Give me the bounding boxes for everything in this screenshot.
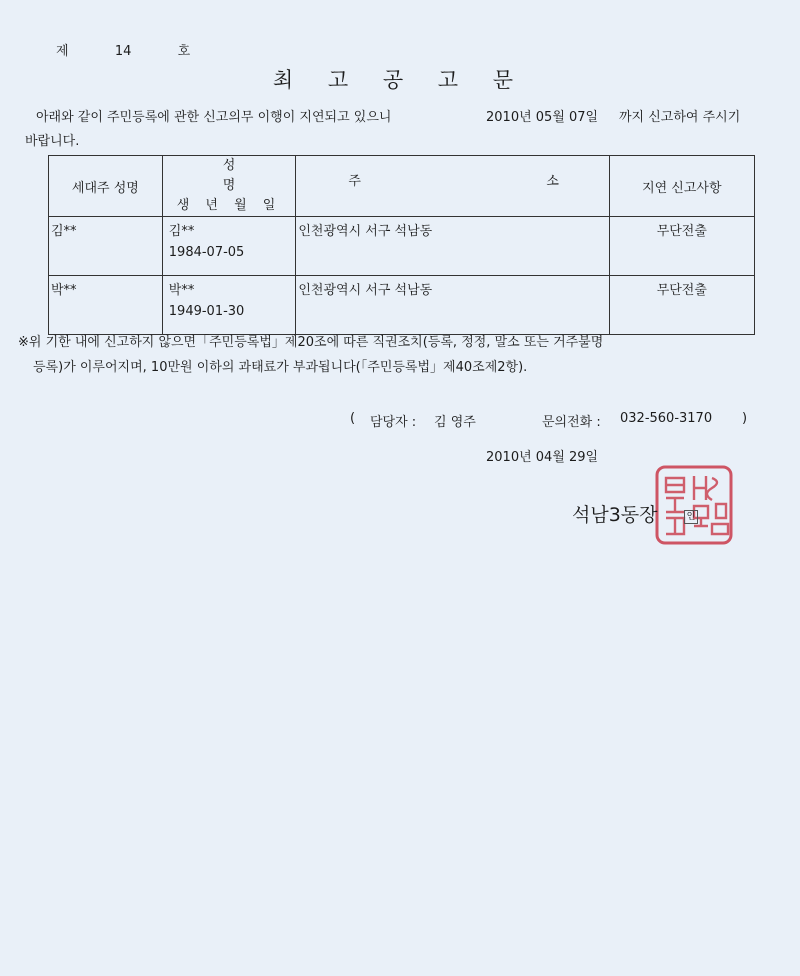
intro-line1: 아래와 같이 주민등록에 관한 신고의무 이행이 지연되고 있으니 xyxy=(36,110,392,125)
intro-line2: 바랍니다. xyxy=(25,134,80,149)
doc-number-suffix: 호 xyxy=(177,44,191,59)
header-name-birth xyxy=(162,156,296,217)
residents-table xyxy=(48,155,755,335)
notice-line2: 등록)가 이루어지며, 10만원 이하의 과태료가 부과됩니다(「주민등록법」제40조제2항). xyxy=(33,360,528,375)
contact-name: 김 영주 xyxy=(434,415,476,430)
contact-phone-label: 문의전화 : xyxy=(542,415,601,430)
table-row xyxy=(49,276,755,335)
header-address-left: 주 xyxy=(348,174,361,189)
contact-phone: 032-560-3170 xyxy=(620,411,713,426)
doc-number-value: 14 xyxy=(114,44,132,59)
cell-birth: 1949-01-30 xyxy=(168,304,245,319)
contact-close-paren: ) xyxy=(742,411,748,426)
header-householder: 세대주 성명 xyxy=(49,156,163,217)
cell-status: 무단전출 xyxy=(609,276,754,335)
header-address xyxy=(296,156,609,217)
issue-date: 2010년 04월 29일 xyxy=(486,450,599,465)
cell-householder: 김** xyxy=(49,217,163,276)
header-report: 지연 신고사항 xyxy=(609,156,754,217)
seal-mark: 인 xyxy=(684,510,698,524)
official-seal-icon xyxy=(654,464,734,546)
cell-address: 인천광역시 서구 석남동 xyxy=(296,276,609,335)
contact-open-paren: ( xyxy=(350,411,356,426)
doc-number-prefix: 제 xyxy=(56,44,69,59)
cell-birth: 1984-07-05 xyxy=(168,245,245,260)
cell-name: 박** xyxy=(168,283,195,298)
document-number xyxy=(56,40,190,59)
cell-name-birth xyxy=(162,217,296,276)
intro-deadline: 2010년 05월 07일 xyxy=(486,110,599,125)
issuer-title: 석남3동장 xyxy=(572,504,658,526)
cell-name: 김** xyxy=(168,224,195,239)
cell-address: 인천광역시 서구 석남동 xyxy=(296,217,609,276)
table-row xyxy=(49,217,755,276)
table-header-row xyxy=(49,156,755,217)
notice-line1: ※위 기한 내에 신고하지 않으면「주민등록법」제20조에 따른 직권조치(등록, 정정, 말소 또는 거주불명 xyxy=(18,335,604,350)
header-birth: 생 년 월 일 xyxy=(176,198,282,213)
cell-status: 무단전출 xyxy=(609,217,754,276)
header-name: 성 명 xyxy=(222,158,296,193)
intro-line1-end: 까지 신고하여 주시기 xyxy=(619,110,741,125)
document-title: 최 고 공 고 문 xyxy=(272,68,528,92)
header-address-right: 소 xyxy=(546,174,559,189)
contact-label: 담당자 : xyxy=(370,415,417,430)
cell-name-birth xyxy=(162,276,296,335)
cell-householder: 박** xyxy=(49,276,163,335)
